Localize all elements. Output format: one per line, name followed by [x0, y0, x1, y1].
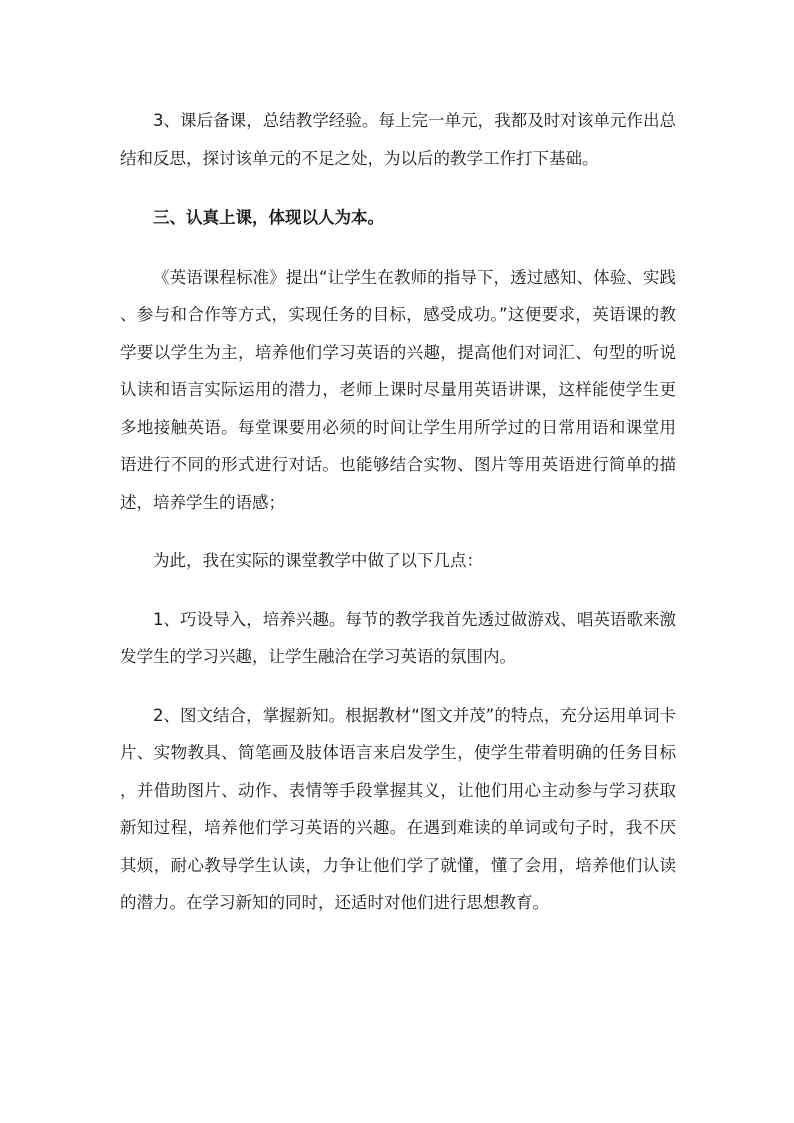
section-heading-three: 三、认真上课，体现以人为本。 — [153, 208, 384, 227]
paragraph-curriculum-standard: 《英语课程标准》提出“让学生在教师的指导下，透过感知、体验、实践、参与和合作等方式，实现任务的目标，感受成功。”这便要求，英语课的教学要以学生为主，培养他们学习英语的兴趣，提高他们对词汇、句型的听说认读和语言实际运用的潜力，老师上课时尽量用英语讲课，这样能使学生更多地接触英语。每堂课要用必须的时间让学生用所学过的日常用语和课堂用语进行不同的形式进行对话。也能够结合实物、图片等用英语进行简单的描述，培养学生的语感； — [120, 267, 676, 512]
paragraph-practice-intro: 为此，我在实际的课堂教学中做了以下几点： — [153, 551, 483, 570]
paragraph-point-one: 1、巧设导入，培养兴趣。每节的教学我首先透过做游戏、唱英语歌来激发学生的学习兴趣，让学生融洽在学习英语的氛围内。 — [120, 609, 676, 666]
paragraph-point-two: 2、图文结合，掌握新知。根据教材“图文并茂”的特点，充分运用单词卡片、实物教具、简笔画及肢体语言来启发学生，使学生带着明确的任务目标，并借助图片、动作、表情等手段掌握其义，让他们用心主动参与学习获取新知过程，培养他们学习英语的兴趣。在遇到难读的单词或句子时，我不厌其烦，耐心教导学生认读，力争让他们学了就懂，懂了会用，培养他们认读的潜力。在学习新知的同时，还适时对他们进行思想教育。 — [120, 705, 676, 912]
paragraph-after-class-prep: 3、课后备课，总结教学经验。每上完一单元，我都及时对该单元作出总结和反思，探讨该单元的不足之处，为以后的教学工作打下基础。 — [120, 111, 676, 168]
document-body — [120, 102, 676, 922]
